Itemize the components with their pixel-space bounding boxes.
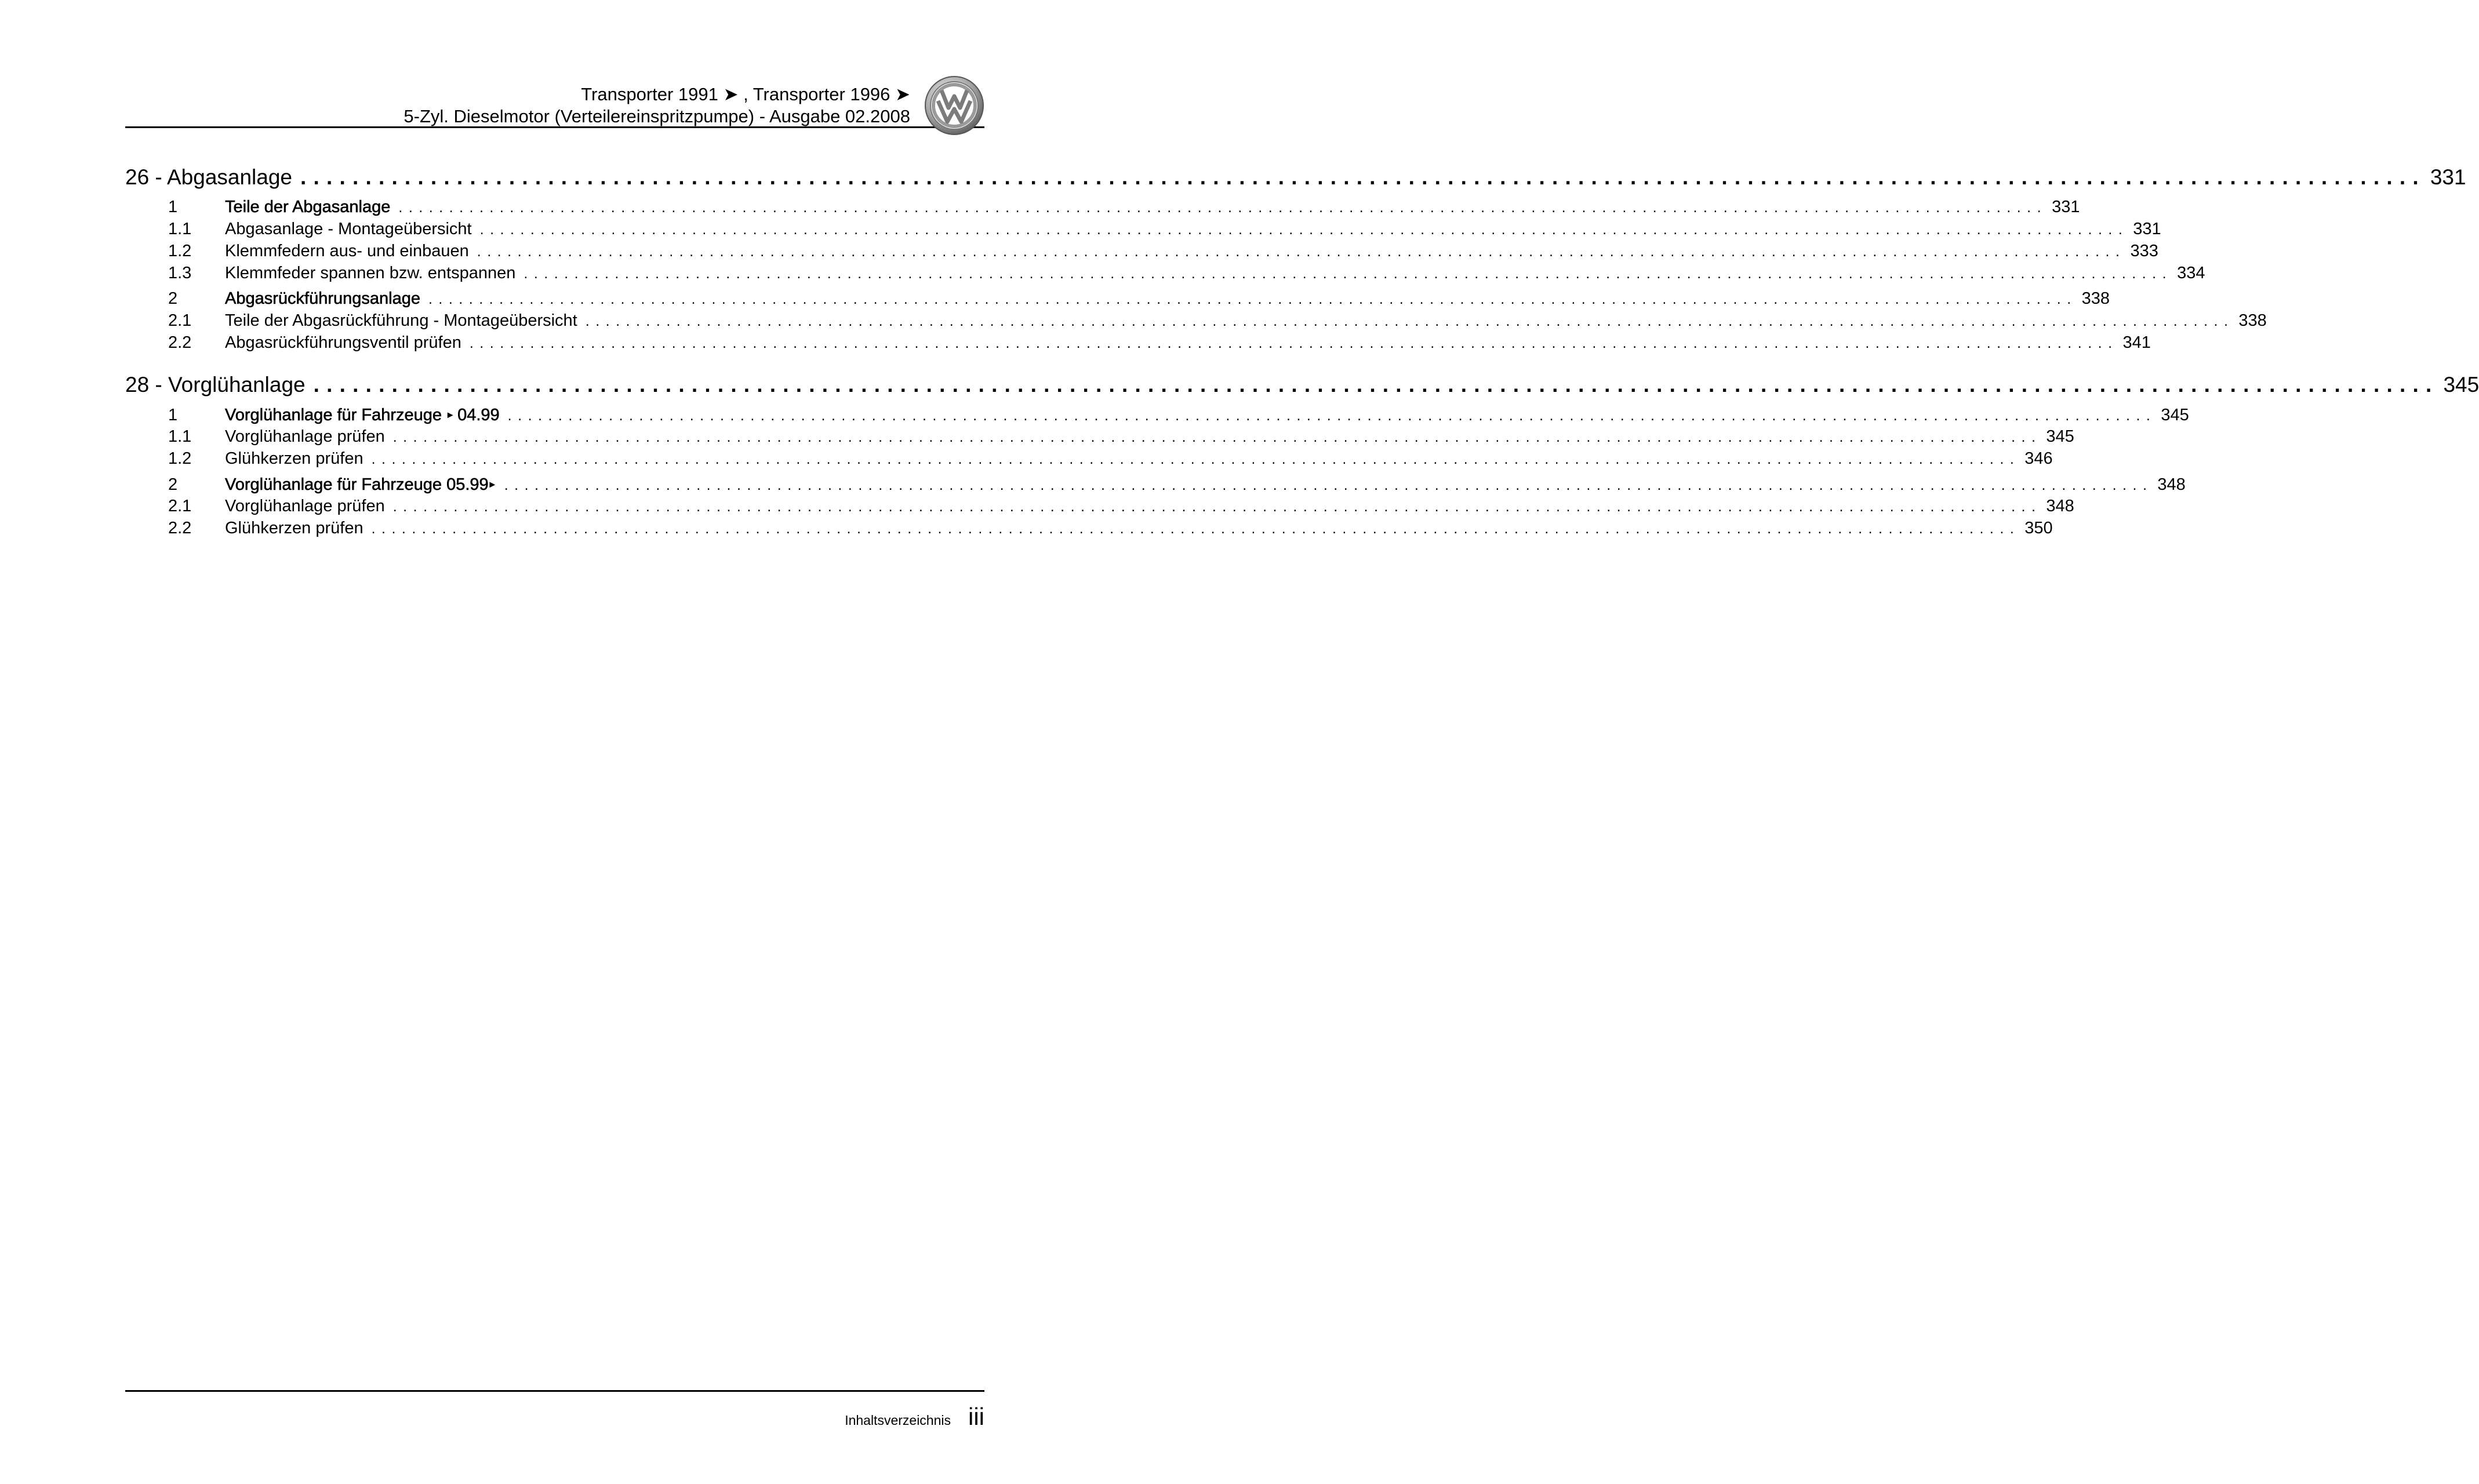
entry-page: 345 <box>2161 406 2189 424</box>
entry-number: 2.2 <box>168 333 192 352</box>
chapter-title: 26 - Abgasanlage <box>125 165 293 189</box>
footer-page-number: iii <box>968 1403 984 1430</box>
entry-page: 338 <box>2081 289 2110 308</box>
entry-title: Glühkerzen prüfen <box>225 449 364 468</box>
entry-title: Abgasrückführungsanlage <box>225 289 420 308</box>
leader-dots: ................................................................................................................................................................... <box>469 335 2118 351</box>
entry-page: 345 <box>2046 427 2074 446</box>
leader-dots: ................................................................................................................................................................... <box>585 313 2234 329</box>
leader-dots: ................................................................................................................................................................... <box>371 451 2020 467</box>
entry-title: Klemmfeder spannen bzw. entspannen <box>225 264 516 282</box>
leader-dots: ................................................................................................................................................................... <box>524 265 2173 282</box>
entry-title-date: 04.99 <box>457 406 500 424</box>
entry-title: Abgasanlage - Montageübersicht <box>225 220 472 238</box>
leader-dots: ................................................................................................................................................................... <box>398 199 2048 216</box>
leader-dots: ................................................................................................................................................................... <box>428 291 2077 307</box>
header-rule <box>125 126 984 128</box>
entry-number: 2 <box>168 475 178 494</box>
chapter-page: 331 <box>2430 165 2466 189</box>
entry-number: 1.3 <box>168 264 192 282</box>
entry-page: 334 <box>2177 264 2205 282</box>
entry-page: 331 <box>2133 220 2161 238</box>
entry-number: 2.2 <box>168 519 192 537</box>
entry-number: 1 <box>168 406 178 424</box>
toc-chapter-26[interactable] <box>125 162 2466 192</box>
entry-number: 2 <box>168 289 178 308</box>
entry-number: 1 <box>168 198 178 216</box>
chapter-page: 345 <box>2443 373 2479 397</box>
page-footer <box>125 1390 984 1430</box>
toc-entry[interactable] <box>125 288 2110 310</box>
leader-dots: ................................................................................................................................................................... <box>392 429 2042 445</box>
toc-entry[interactable] <box>125 240 2158 262</box>
entry-page: 333 <box>2130 242 2158 260</box>
entry-page: 348 <box>2046 497 2074 515</box>
leader-dots: ................................................................................................................................................................... <box>313 373 2439 397</box>
entry-number: 1.2 <box>168 449 192 468</box>
entry-title: Glühkerzen prüfen <box>225 519 364 537</box>
toc-entry[interactable] <box>125 495 2074 517</box>
footer-section-label: Inhaltsverzeichnis <box>845 1413 951 1428</box>
entry-page: 338 <box>2238 311 2267 330</box>
leader-dots: ................................................................................................................................................................... <box>504 477 2153 493</box>
entry-title: Vorglühanlage prüfen <box>225 427 385 446</box>
header-text <box>404 83 910 128</box>
entry-page: 346 <box>2024 449 2053 468</box>
entry-page: 341 <box>2122 333 2151 352</box>
leader-dots: ................................................................................................................................................................... <box>300 165 2426 189</box>
entry-number: 1.1 <box>168 220 192 238</box>
entry-title: Klemmfedern aus- und einbauen <box>225 242 469 260</box>
arrow-right-icon: ▸ <box>448 409 453 420</box>
entry-page: 348 <box>2157 475 2186 494</box>
entry-page: 350 <box>2024 519 2053 537</box>
toc-entry[interactable] <box>125 403 2189 425</box>
toc-entry[interactable] <box>125 262 2205 284</box>
leader-dots: ................................................................................................................................................................... <box>477 243 2126 260</box>
entry-title-text: Vorglühanlage für Fahrzeuge <box>225 406 442 424</box>
leader-dots: ................................................................................................................................................................... <box>392 499 2042 515</box>
table-of-contents <box>125 162 2479 539</box>
entry-title-text: Vorglühanlage für Fahrzeuge 05.99 <box>225 475 489 494</box>
entry-number: 2.1 <box>168 311 192 330</box>
toc-chapter-28[interactable] <box>125 370 2479 400</box>
footer-text <box>845 1403 984 1431</box>
toc-entry[interactable] <box>125 448 2053 470</box>
toc-entry[interactable] <box>125 473 2186 495</box>
entry-number: 1.1 <box>168 427 192 446</box>
entry-title <box>225 473 496 496</box>
entry-title <box>225 403 500 426</box>
entry-number: 1.2 <box>168 242 192 260</box>
toc-entry[interactable] <box>125 310 2267 332</box>
toc-entry[interactable] <box>125 517 2053 539</box>
toc-entry[interactable] <box>125 196 2080 218</box>
toc-entry[interactable] <box>125 425 2074 448</box>
toc-entry[interactable] <box>125 332 2151 354</box>
header-engine-line: 5-Zyl. Dieselmotor (Verteilereinspritzpumpe) - Ausgabe 02.2008 <box>404 106 910 126</box>
entry-title: Vorglühanlage prüfen <box>225 497 385 515</box>
header-model-line: Transporter 1991 ➤ , Transporter 1996 ➤ <box>581 84 910 104</box>
entry-number: 2.1 <box>168 497 192 515</box>
vw-logo-icon <box>924 75 984 136</box>
leader-dots: ................................................................................................................................................................... <box>479 221 2129 238</box>
arrow-right-icon: ▸ <box>489 478 495 490</box>
footer-rule <box>125 1390 984 1392</box>
toc-entry[interactable] <box>125 218 2161 240</box>
chapter-title: 28 - Vorglühanlage <box>125 373 306 397</box>
entry-title: Teile der Abgasrückführung - Montageübersicht <box>225 311 577 330</box>
entry-page: 331 <box>2052 198 2080 216</box>
leader-dots: ................................................................................................................................................................... <box>507 408 2157 424</box>
entry-title: Abgasrückführungsventil prüfen <box>225 333 461 352</box>
leader-dots: ................................................................................................................................................................... <box>371 521 2020 537</box>
entry-title: Teile der Abgasanlage <box>225 198 391 216</box>
